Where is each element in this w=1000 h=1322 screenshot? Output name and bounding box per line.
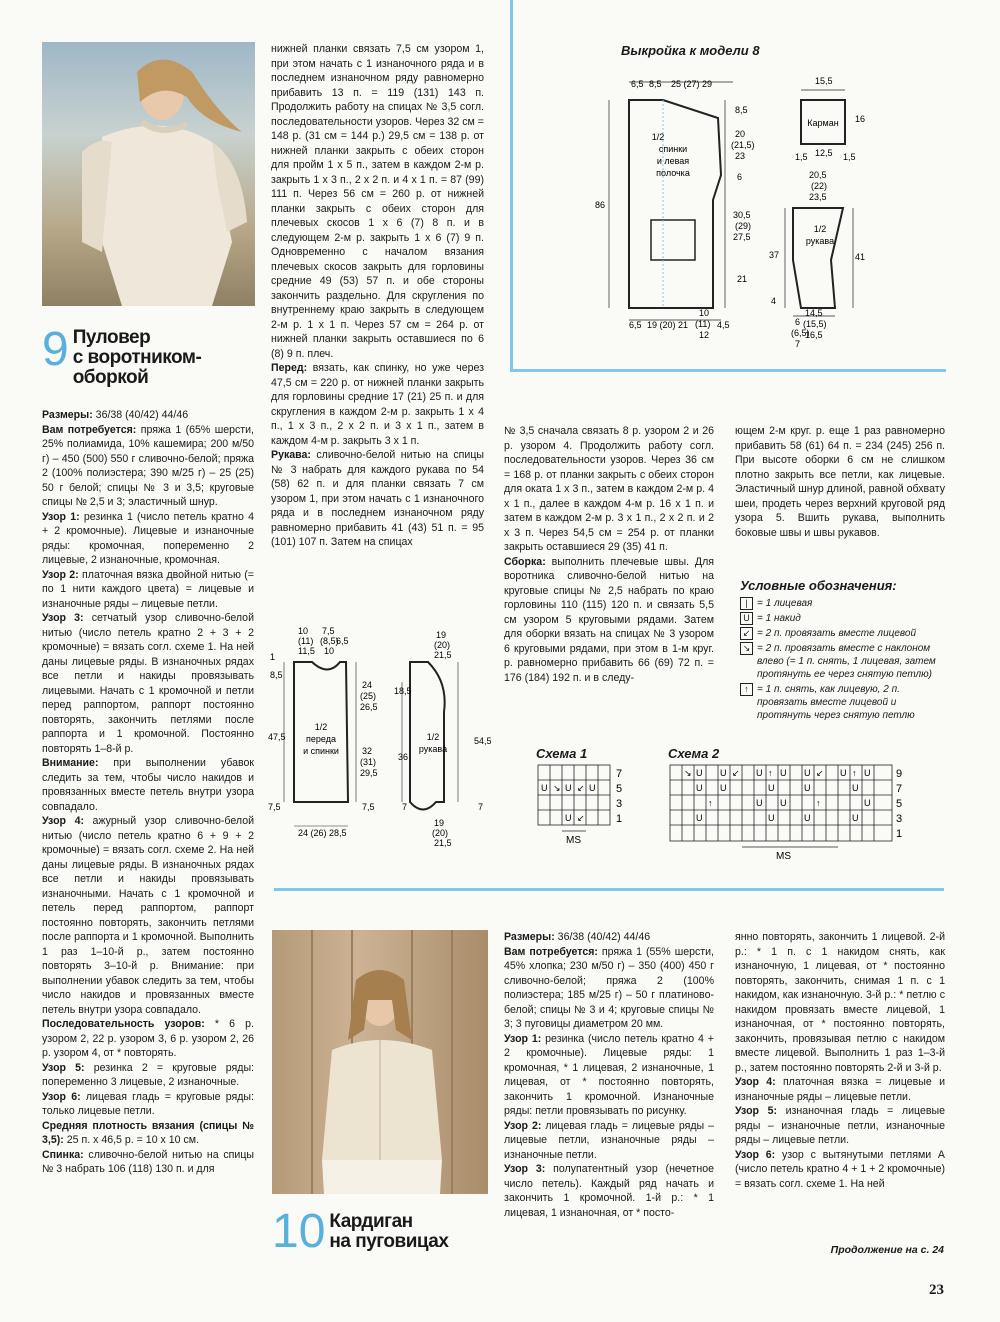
p8-bot-2: 19 (20) 21 <box>647 320 689 330</box>
svg-text:U: U <box>720 768 727 778</box>
svg-text:↙: ↙ <box>577 783 585 793</box>
text-paragraph: нижней планки связать 7,5 см узором 1, при этом начать с 1 изнаночного ряда и в последнем изнаночном ряду равномерно прибавить 13 п. = 119 (131) 143 п. Продолжить работу на спицах № 3,5 согл. последовательности узоров. Через 32 см = 148 р. (31 см = 144 р.) 29,5 см = 138 р. от нижней планки закрыть с обеих сторон для пройм 1 х 5 п., затем в каждом 2-м р. закрыть 1 х 3 п., 2 х 2 п. и 4 х 1 п. = 87 (99) 111 п. Через 56 см = 260 р. от нижней планки закрыть с обеих сторон для плечевых скосов 1 х 6 (7) 8 п. и в следующем 2-м р. закрыть 1 х 6 (7) 9 п. Одновременно с началом вязания плечевых скосов закрыть для горловины средние 49 (53) 57 п. и обе стороны закончить раздельно. Для скругления по внутреннему краю закрыть в следующем 2-м р. 1 х 1 п. Через 57 см = 264 р. от нижней планки закрыть оставшиеся по 6 (8) 9 п. плеч. <box>271 43 484 360</box>
text-paragraph: Внимание: при выполнении убавок следить за тем, чтобы число накидов и провязанных вместе петель внутри узора совпадало. <box>42 757 254 813</box>
svg-text:↘: ↘ <box>684 768 692 778</box>
svg-text:1: 1 <box>616 813 623 825</box>
svg-text:U: U <box>804 768 811 778</box>
p8-sl-b23: 7 <box>795 339 801 349</box>
legend <box>740 578 945 724</box>
text-paragraph: Вам потребуется: пряжа 1 (55% шерсти, 45% хлопка; 230 м/50 г) – 350 (400) 450 г сливочно-белой; пряжа 2 (100% полиэстера; 185 м/25 г) – 50 г платиново-белой; спицы № 3 и 4; круговые спицы № 3; 3 пуговицы диаметром 20 мм. <box>504 945 714 1030</box>
svg-text:↘: ↘ <box>553 783 561 793</box>
p9-top1c: 11,5 <box>298 646 315 656</box>
p9-l85: 8,5 <box>270 670 283 680</box>
svg-text:MS: MS <box>776 851 791 862</box>
text-paragraph: Узор 1: резинка 1 (число петель кратно 4 + 2 кромочные). Лицевые и изнаночные ряды: кромочная, попеременно 2 лицевые, 2 изнаночные, кромочная. <box>42 510 254 566</box>
text-paragraph: янно повторять, закончить 1 лицевой. 2-й р.: * 1 п. с 1 накидом снять, как изнаночную, 1 лицевая, от * постоянно повторять, закончить, снимая 1 п. с 1 накидом, как изнаночную. 3-й р.: * петлю с накидом провязать вместе лицевой, 1 изнаночная, от * постоянно повторять, закончить, провязывая петлю с накидом вместе лицевой. Выполнить 1 раз 1–3-й р., затем постоянно повторять 2-й и 3-й р. <box>735 931 945 1074</box>
svg-text:9: 9 <box>896 768 903 780</box>
p8-r2a: 20 <box>735 129 746 139</box>
text-paragraph: Вам потребуется: пряжа 1 (65% шерсти, 25% полиамида, 10% кашемира; 200 м/50 г) – 450 (500) 550 г сливочно-белой; пряжа 2 (100% полиэстера; 390 м/25 г) – 25 (25) 50 г белой; спицы № 3 и 3,5; круговые спицы № 2,5 и 3; эластичный шнур. <box>42 423 254 508</box>
p8-r2b: (21,5) <box>731 140 755 150</box>
text-paragraph: Узор 6: узор с вытянутыми петлями А (число петель кратно 4 + 1 + 2 кромочные) = вязать согл. схеме 1. На ней <box>735 1148 945 1190</box>
model10-title: Кардиган на пуговицах <box>329 1211 449 1252</box>
svg-text:↙: ↙ <box>816 768 824 778</box>
p9-r1c: 26,5 <box>360 702 378 712</box>
text-paragraph: Узор 6: лицевая гладь = круговые ряды: только лицевые петли. <box>42 1090 254 1117</box>
svg-text:↑: ↑ <box>768 768 773 778</box>
p8-pk-b3: 1,5 <box>843 152 856 162</box>
pattern8-frame <box>510 0 946 372</box>
p8-sl-bot1: 14,5 <box>805 308 823 318</box>
legend-item: U = 1 накид <box>740 612 945 625</box>
p9-top1a: 10 <box>298 626 309 636</box>
p8-r4c: 27,5 <box>733 232 751 242</box>
p8-pk-w: 15,5 <box>815 76 833 86</box>
p9-top2a: 7,5 <box>322 626 335 636</box>
model9-text-col3 <box>504 424 714 685</box>
p8-sl-bot2: (15,5) <box>803 319 827 329</box>
p8-back-2: спинки <box>658 144 688 154</box>
p9-body-1: 1/2 <box>314 722 328 732</box>
svg-text:U: U <box>768 813 775 823</box>
legend-item: ↙ = 2 п. провязать вместе лицевой <box>740 627 945 640</box>
svg-text:3: 3 <box>896 813 903 825</box>
text-paragraph: Узор 3: полупатентный узор (нечетное число петель). Каждый ряд начать и закончить 1 кромочной. 1-й р.: * 1 лицевая, 1 изнаночная, от * посто- <box>504 1163 715 1219</box>
model9-title: Пуловер с воротником- оборкой <box>72 327 202 388</box>
svg-text:↙: ↙ <box>732 768 740 778</box>
p9-sbot2: (20) <box>432 828 449 838</box>
svg-text:U: U <box>804 783 811 793</box>
p9-stop3: 21,5 <box>434 650 452 660</box>
p9-s7b: 7 <box>478 802 484 812</box>
model10-photo <box>272 930 488 1194</box>
model9-text-col2 <box>271 42 484 550</box>
text-paragraph: Спинка: сливочно-белой нитью на спицы № 3 набрать 106 (118) 130 п. и для <box>42 1148 254 1175</box>
p8-back-3: и левая <box>656 156 690 166</box>
p8-bot-1: 6,5 <box>629 320 642 330</box>
model9-number: 9 <box>42 323 69 376</box>
svg-text:7: 7 <box>616 768 623 780</box>
p8-pk-h: 16 <box>855 114 866 124</box>
p8-r2c: 23 <box>735 151 746 161</box>
legend-item: ↘ = 2 п. провязать вместе с наклоном влево (= 1 п. снять, 1 лицевая, затем протянуть ее через снятую петлю) <box>740 642 945 681</box>
p8-sl-bot3: 16,5 <box>805 330 823 340</box>
p9-s185: 18,5 <box>394 686 412 696</box>
text-paragraph: Узор 5: изнаночная гладь = лицевые ряды – изнаночные петли, изнаночные ряды – лицевые петли. <box>735 1105 946 1146</box>
svg-text:U: U <box>780 798 787 808</box>
p9-r2c: 29,5 <box>360 768 378 778</box>
text-paragraph: Узор 2: платочная вязка двойной нитью (= по 1 нити каждого цвета) = лицевые и изнаночные ряды – лицевые петли. <box>42 568 254 610</box>
svg-text:U: U <box>696 813 703 823</box>
p8-bot-6: 4,5 <box>717 320 730 330</box>
svg-text:5: 5 <box>616 783 623 795</box>
text-paragraph: Узор 4: платочная вязка = лицевые и изнаночные ряды – лицевые петли. <box>735 1076 945 1103</box>
svg-text:1: 1 <box>896 828 903 840</box>
scheme2-title: Схема 2 <box>668 746 720 761</box>
p8-sl-top3: 23,5 <box>809 192 827 202</box>
svg-text:↑: ↑ <box>852 768 857 778</box>
p8-pocket: Карман <box>807 118 839 128</box>
svg-text:U: U <box>720 783 727 793</box>
svg-text:U: U <box>852 783 859 793</box>
model9-text-col4 <box>735 424 945 540</box>
p9-r2b: (31) <box>360 757 377 767</box>
svg-text:U: U <box>696 768 703 778</box>
model10-number: 10 <box>272 1205 326 1258</box>
text-paragraph: Рукава: сливочно-белой нитью на спицы № 3 набрать для каждого рукава по 54 (58) 62 п. и для планки связать 7 см узором 1, при этом начать с 1 изнаночного ряда и в последнем изнаночном ряду равномерно прибавить 41 (43) 51 п. = 95 (101) 107 п. Затем на спицах <box>271 449 484 548</box>
p9-l75: 7,5 <box>268 802 281 812</box>
svg-text:3: 3 <box>616 798 623 810</box>
scheme1-title: Схема 1 <box>536 746 588 761</box>
p9-top3: 6,5 <box>336 636 349 646</box>
svg-text:U: U <box>696 783 703 793</box>
svg-text:↑: ↑ <box>708 798 713 808</box>
svg-text:U: U <box>565 813 572 823</box>
text-paragraph: Узор 1: резинка (число петель кратно 4 + 2 кромочные). Лицевые ряды: 1 кромочная, * 1 лицевая, 2 изнаночные, 1 лицевая, от * постоянно повторять, закончить 1 кромочной. Изнаночные ряды: петли провязывать по рисунку. <box>504 1032 714 1117</box>
p9-r1b: (25) <box>360 691 377 701</box>
svg-text:U: U <box>589 783 596 793</box>
p9-body-2: переда <box>306 734 336 744</box>
p9-l475: 47,5 <box>268 732 286 742</box>
p9-sbot1: 19 <box>434 818 445 828</box>
p8-sl-4: 4 <box>771 296 777 306</box>
text-paragraph: Узор 5: резинка 2 = круговые ряды: попеременно 3 лицевые, 2 изнаночные. <box>42 1061 255 1088</box>
text-paragraph: Узор 2: лицевая гладь = лицевые ряды – лицевые петли, изнаночные ряды – изнаночные петли. <box>504 1119 714 1161</box>
text-paragraph: ющем 2-м круг. р. еще 1 раз равномерно прибавить 58 (61) 64 п. = 234 (245) 256 п. При высоте оборки 6 см не слишком плотно закрыть все петли, как лицевые. Эластичный шнур длиной, равной обхвату шеи, продеть через верхний круговой ряд узора 5. Вшить рукава, выполнить боковые швы и швы рукавов. <box>735 425 945 539</box>
svg-text:U: U <box>768 783 775 793</box>
p9-s7a: 7 <box>402 802 408 812</box>
continuation-note: Продолжение на с. 24 <box>830 1244 944 1256</box>
svg-text:MS: MS <box>566 835 581 846</box>
p9-top1b: (11) <box>298 636 314 646</box>
text-paragraph: Узор 3: сетчатый узор сливочно-белой нитью (число петель кратно 2 + 3 + 2 кромочные) = вязать согл. схеме 1. На ней даны лицевые ряды. В изнаночных рядах все петли и накиды провязывать лицевыми. Начать с 1 кромочной и петли перед раппортом, раппорт постоянно повторять, закончить петлями после раппорта и 1 кромочной. Постоянно повторять 1–8-й р. <box>42 612 254 755</box>
text-paragraph: Размеры: 36/38 (40/42) 44/46 <box>42 409 189 421</box>
p8-pk-b1: 1,5 <box>795 152 808 162</box>
text-paragraph: Сборка: выполнить плечевые швы. Для воротника сливочно-белой нитью на круговые спицы № 2,5 набрать по краю горловины 110 (115) 120 п. и связать 5,5 см узором 5 круговыми рядами. Затем для оборки вязать на спицах № 3 узором 6 круговыми рядами, при этом в 1-м круг. р. равномерно прибавить 66 (69) 72 п. = 176 (184) 192 п. и в следу- <box>504 555 714 684</box>
svg-text:↙: ↙ <box>577 813 585 823</box>
text-paragraph: Средняя плотность вязания (спицы № 3,5): 25 п. х 46,5 р. = 10 х 10 см. <box>42 1119 254 1146</box>
svg-text:U: U <box>804 813 811 823</box>
svg-text:U: U <box>756 768 763 778</box>
p8-sl-top2: (22) <box>811 181 828 191</box>
p9-stop2: (20) <box>434 640 451 650</box>
p8-sl-b21: 6 <box>795 317 801 327</box>
text-paragraph: Узор 4: ажурный узор сливочно-белой нитью (число петель кратно 6 + 9 + 2 кромочные) = вязать согл. схеме 2. На ней даны лицевые ряды. В изнаночных рядах все петли и накиды провязывать изнаночными. Начать с 1 кромочной и петель перед раппортом, раппорт постоянно повторять, закончить петлями после раппорта и 1 кромочной. Выполнить 1 раз 1–10-й р., затем постоянно повторять 3–10-й р. Внимание: при выполнении убавок следить за тем, чтобы число накидов и провязанных вместе петель внутри узора совпадало. <box>42 815 255 1016</box>
pattern8-diagram <box>513 60 943 380</box>
p9-r2a: 32 <box>362 746 373 756</box>
p8-r4b: (29) <box>735 221 752 231</box>
p8-bot-4: (11) <box>695 319 711 329</box>
model10-text-col1 <box>504 930 714 1220</box>
p9-sbot3: 21,5 <box>434 838 452 848</box>
p8-top-3: 25 (27) 29 <box>671 79 713 89</box>
p8-top-1: 6,5 <box>631 79 644 89</box>
svg-text:U: U <box>864 768 871 778</box>
pattern8-title: Выкройка к модели 8 <box>621 43 760 58</box>
svg-text:U: U <box>864 798 871 808</box>
p8-r1: 8,5 <box>735 105 748 115</box>
p8-back-4: полочка <box>656 168 690 178</box>
p8-r4a: 30,5 <box>733 210 751 220</box>
legend-item: | = 1 лицевая <box>740 597 945 610</box>
p9-sleeve-2: рукава <box>418 744 448 754</box>
p8-r3: 6 <box>737 172 743 182</box>
text-paragraph: № 3,5 сначала связать 8 р. узором 2 и 26 р. узором 4. Продолжить работу согл. последовательности узоров. Через 36 см = 168 р. от планки закрыть с обеих сторон для оката 1 х 3 п., затем в каждом 2-м р. 4 х 1 п., далее в каждом 4-м р. 16 х 1 п. и затем в каждом 2-м р. 3 х 1 п., 2 х 2 п. и 2 х 3 п. Через 54,5 см = 254 р. от планки закрыть оставшиеся 29 (35) 41 п. <box>504 425 714 553</box>
p8-left: 86 <box>594 200 605 210</box>
p8-sleeve-2: рукава <box>805 236 835 246</box>
p8-bot-5: 12 <box>699 330 710 340</box>
p9-one: 1 <box>270 652 276 662</box>
svg-text:U: U <box>852 813 859 823</box>
svg-text:U: U <box>756 798 763 808</box>
p9-top2c: 10 <box>324 646 335 656</box>
svg-text:U: U <box>840 768 847 778</box>
p9-bot: 24 (26) 28,5 <box>298 828 347 838</box>
model9-photo <box>42 42 255 306</box>
svg-text:U: U <box>541 783 548 793</box>
p9-s36: 36 <box>398 752 409 762</box>
svg-text:U: U <box>565 783 572 793</box>
p8-top-2: 8,5 <box>649 79 662 89</box>
p9-sleeve-1: 1/2 <box>426 732 440 742</box>
p8-sl-r: 41 <box>855 252 866 262</box>
svg-text:U: U <box>780 768 787 778</box>
legend-title: Условные обозначения: <box>740 578 897 593</box>
p8-sleeve-1: 1/2 <box>813 224 827 234</box>
p9-top2b: (8,5) <box>320 636 339 646</box>
p8-sl-b22: (6,5) <box>791 328 810 338</box>
svg-text:7: 7 <box>896 783 903 795</box>
p8-pk-b2: 12,5 <box>815 148 833 158</box>
text-paragraph: Размеры: 36/38 (40/42) 44/46 <box>504 931 651 943</box>
p8-sl-top1: 20,5 <box>809 170 827 180</box>
p9-r75: 7,5 <box>362 802 375 812</box>
p9-r1a: 24 <box>362 680 373 690</box>
p9-s545: 54,5 <box>474 736 492 746</box>
text-paragraph: Последовательность узоров: * 6 р. узором 2, 22 р. узором 3, 6 р. узором 2, 26 р. узором 4, от * повторять. <box>42 1018 254 1059</box>
pattern9-diagram <box>268 622 498 852</box>
page-number: 23 <box>929 1282 944 1298</box>
model9-text-col1 <box>42 408 254 1177</box>
svg-text:5: 5 <box>896 798 903 810</box>
p8-r5: 21 <box>737 274 748 284</box>
svg-text:↑: ↑ <box>816 798 821 808</box>
legend-item: ↑ = 1 п. снять, как лицевую, 2 п. провязать вместе лицевой и протянуть через снятую петлю <box>740 683 945 722</box>
model10-text-col2 <box>735 930 945 1191</box>
scheme2 <box>668 746 948 871</box>
p8-back-1: 1/2 <box>651 132 665 142</box>
p8-sl-l: 37 <box>769 250 780 260</box>
p8-bot-3: 10 <box>699 308 710 318</box>
p9-stop1: 19 <box>436 630 447 640</box>
p9-body-3: и спинки <box>303 746 339 756</box>
section-divider <box>274 888 944 891</box>
scheme1 <box>536 746 636 861</box>
text-paragraph: Перед: вязать, как спинку, но уже через 47,5 см = 220 р. от нижней планки закрыть для горловины средние 17 (21) 25 п. и для скругления в каждом 2-м р. закрыть 1 х 4 п., 1 х 3 п., 2 х 2 п. и 3 х 1 п., затем в каждом 4-м р. закрыть 3 х 1 п. <box>271 362 484 447</box>
